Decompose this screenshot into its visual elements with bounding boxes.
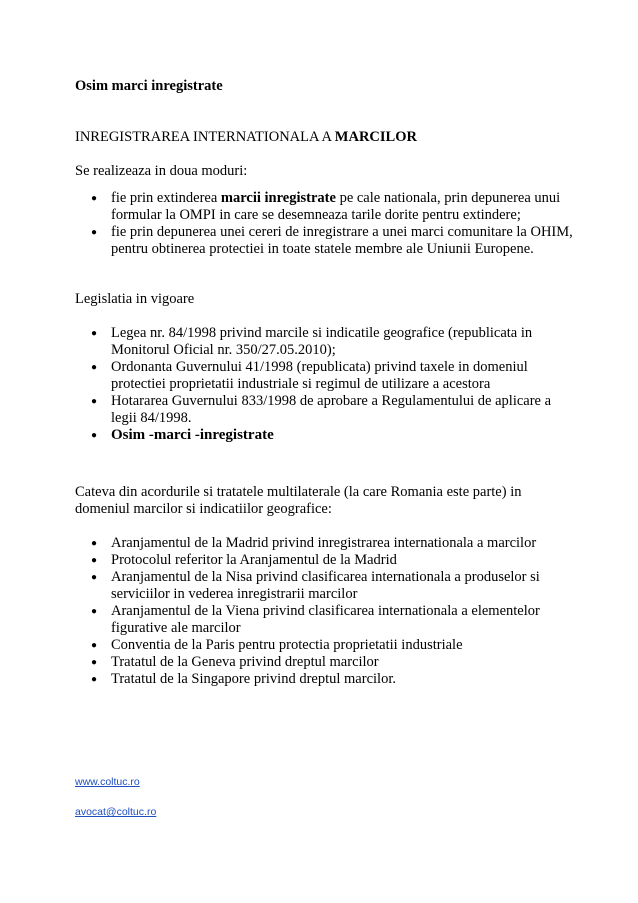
osim-link-text[interactable]: Osim -marci -inregistrate	[111, 427, 274, 443]
list-item-bold-text: marcii inregistrate	[220, 190, 336, 206]
list-item-text: pe cale nationala, prin depunerea unui formular la OMPI in care se desemneaza tarile dorite pentru extindere;	[111, 190, 561, 223]
list-item-text: Hotararea Guvernului 833/1998 de aprobare a Regulamentului de aplicare a legii 84/1998.	[111, 393, 552, 426]
list-item	[75, 569, 575, 603]
list-item-text: Ordonanta Guvernului 41/1998 (republicata) privind taxele in domeniul protectiei proprietatii industriale si regimul de utilizare a acestora	[111, 359, 528, 392]
list-item	[75, 359, 575, 393]
list-item-text: Conventia de la Paris pentru protectia proprietatii industriale	[111, 637, 463, 653]
bullet-icon: ●	[91, 538, 98, 549]
list-item	[75, 552, 575, 569]
legislation-list	[75, 325, 575, 444]
list-item-text: Aranjamentul de la Nisa privind clasificarea internationala a produselor si serviciilor in vederea inregistrarii marcilor	[111, 569, 540, 602]
treaties-intro-text: Cateva din acordurile si tratatele multilaterale (la care Romania este parte) in domeniul marcilor si indicatiilor geografice:	[75, 484, 522, 517]
bullet-icon: ●	[91, 555, 98, 566]
list-item-text: fie prin extinderea	[111, 190, 221, 206]
list-item	[75, 637, 575, 654]
section-intro-text: Se realizeaza in doua moduri:	[75, 163, 248, 179]
list-item	[75, 535, 575, 552]
section-heading-international	[75, 129, 575, 146]
list-item-text: Protocolul referitor la Aranjamentul de la Madrid	[111, 552, 397, 568]
list-item-text: Aranjamentul de la Madrid privind inregistrarea internationala a marcilor	[111, 535, 537, 551]
list-item	[75, 325, 575, 359]
treaties-list	[75, 535, 575, 688]
email-link[interactable]: avocat@coltuc.ro	[75, 806, 157, 818]
list-item	[75, 393, 575, 427]
list-item-text: Aranjamentul de la Viena privind clasificarea internationala a elementelor figurative ale marcilor	[111, 603, 540, 636]
heading-prefix: INREGISTRAREA INTERNATIONALA A	[75, 129, 335, 145]
list-item	[75, 671, 575, 688]
bullet-icon: ●	[91, 328, 98, 339]
registration-methods-list	[75, 190, 575, 258]
bullet-icon: ●	[91, 396, 98, 407]
list-item-text: Legea nr. 84/1998 privind marcile si indicatile geografice (republicata in Monitorul Oficial nr. 350/27.05.2010);	[111, 325, 533, 358]
page-title: Osim marci inregistrate	[75, 78, 223, 94]
bullet-icon: ●	[91, 606, 98, 617]
bullet-icon: ●	[91, 362, 98, 373]
list-item	[75, 224, 575, 258]
list-item-text: Tratatul de la Geneva privind dreptul marcilor	[111, 654, 379, 670]
website-link[interactable]: www.coltuc.ro	[75, 776, 140, 788]
list-item	[75, 190, 575, 224]
bullet-icon: ●	[91, 193, 98, 204]
bullet-icon: ●	[91, 640, 98, 651]
bullet-icon: ●	[91, 430, 98, 441]
section-heading-legislation: Legislatia in vigoare	[75, 291, 195, 307]
bullet-icon: ●	[91, 572, 98, 583]
heading-bold: MARCILOR	[334, 129, 417, 145]
bullet-icon: ●	[91, 227, 98, 238]
list-item-text: Tratatul de la Singapore privind dreptul marcilor.	[111, 671, 396, 687]
list-item	[75, 654, 575, 671]
list-item	[75, 603, 575, 637]
bullet-icon: ●	[91, 674, 98, 685]
document-body	[75, 78, 575, 688]
bullet-icon: ●	[91, 657, 98, 668]
list-item-text: fie prin depunerea unei cereri de inregistrare a unei marci comunitare la OHIM, pentru obtinerea protectiei in toate statele membre ale Uniunii Europene.	[111, 224, 573, 257]
list-item[interactable]	[75, 427, 575, 444]
